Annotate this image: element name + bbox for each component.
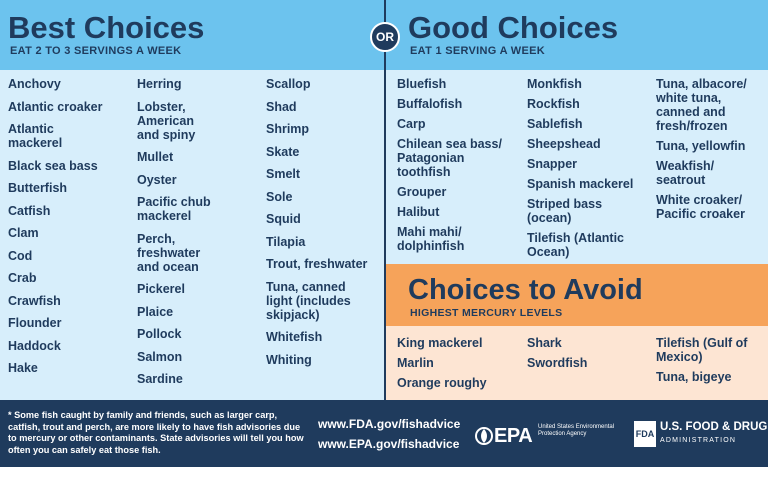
fish-item: Crawfish	[8, 293, 61, 308]
fish-item: Orange roughy	[397, 376, 487, 390]
choices-to-avoid-column-1	[397, 336, 523, 396]
fda-logo	[634, 418, 766, 454]
fish-item: Carp	[397, 117, 426, 131]
fish-item: Plaice	[137, 304, 174, 319]
fish-item: Tuna, yellowfin	[656, 139, 746, 153]
good-choices-header	[386, 0, 768, 70]
fish-item: Lobster, American and spiny	[137, 99, 196, 142]
fish-item: Bluefish	[397, 77, 447, 91]
fish-item: Haddock	[8, 338, 61, 353]
fish-item: Tuna, albacore/ white tuna, canned and fresh/frozen	[656, 77, 747, 133]
fish-item: Shad	[266, 99, 297, 114]
fish-item: Smelt	[266, 167, 301, 181]
fish-item: Tuna, canned light (includes skipjack)	[266, 279, 351, 322]
good-choices-column-1	[397, 77, 523, 259]
or-badge: OR	[370, 22, 400, 52]
fish-item: Atlantic mackerel	[8, 122, 63, 150]
fish-item: Scallop	[266, 77, 311, 91]
fish-item: Atlantic croaker	[8, 99, 103, 114]
fish-item: Tilapia	[266, 234, 306, 249]
fish-item: Crab	[8, 271, 37, 285]
fish-item: Sole	[266, 189, 293, 204]
fish-item: Shark	[527, 336, 562, 350]
fish-item: Pollock	[137, 327, 182, 341]
best-choices-list	[0, 70, 384, 400]
fish-item: Spanish mackerel	[527, 177, 634, 191]
footer	[0, 400, 768, 467]
fish-item: Sardine	[137, 372, 183, 386]
fish-item: Salmon	[137, 349, 183, 364]
fish-item: Mahi mahi/ dolphinfish	[397, 225, 465, 253]
fish-item: Herring	[137, 77, 182, 91]
fish-item: Sablefish	[527, 117, 583, 131]
fish-item: Perch, freshwater and ocean	[137, 231, 201, 274]
choices-to-avoid-column-2	[527, 336, 653, 376]
bottom-margin	[0, 467, 768, 492]
choices-to-avoid-subtitle: HIGHEST MERCURY LEVELS	[410, 307, 563, 319]
fish-item: Hake	[8, 361, 38, 375]
epa-agency-text: United States Environmental Protection Agency	[538, 424, 615, 437]
choices-to-avoid-title: Choices to Avoid	[408, 274, 643, 306]
good-choices-subtitle: EAT 1 SERVING A WEEK	[410, 45, 545, 57]
choices-to-avoid-list	[386, 326, 768, 400]
fda-url-link[interactable]: www.FDA.gov/fishadvice	[318, 417, 461, 431]
fish-item: Snapper	[527, 157, 578, 171]
epa-logo	[474, 422, 614, 452]
fish-item: Striped bass (ocean)	[527, 197, 603, 225]
fish-item: Clam	[8, 226, 39, 240]
fish-item: Weakfish/ seatrout	[656, 159, 715, 187]
fish-item: Mullet	[137, 150, 174, 164]
epa-logo-text: EPA	[494, 425, 533, 447]
fish-item: Cod	[8, 248, 33, 263]
fish-item: Black sea bass	[8, 158, 98, 173]
fish-item: Anchovy	[8, 77, 61, 91]
fish-item: Flounder	[8, 316, 62, 330]
good-choices-title: Good Choices	[408, 10, 619, 45]
fish-item: Buffalofish	[397, 97, 463, 111]
good-choices-column-2	[527, 77, 653, 265]
best-choices-column-1	[8, 77, 132, 384]
fish-item: Monkfish	[527, 77, 582, 91]
fda-logo-administration: ADMINISTRATION	[660, 437, 737, 444]
best-choices-column-2	[137, 77, 261, 395]
fish-item: Whitefish	[266, 330, 323, 344]
fish-item: Pacific chub mackerel	[137, 195, 211, 223]
best-choices-title: Best Choices	[8, 10, 205, 45]
fish-item: Squid	[266, 212, 301, 226]
fish-item: Tilefish (Atlantic Ocean)	[527, 231, 625, 259]
best-choices-header	[0, 0, 384, 70]
fish-item: Chilean sea bass/ Patagonian toothfish	[397, 137, 502, 179]
epa-flower-icon	[474, 426, 494, 446]
fish-item: King mackerel	[397, 336, 483, 350]
footnote: * Some fish caught by family and friends, such as larger carp, catfish, trout and perch, are more likely to have fish advisories due to mercury or other contaminants. State advisories will tell you how often you can safely eat those fish.	[8, 410, 304, 455]
best-choices-subtitle: EAT 2 TO 3 SERVINGS A WEEK	[10, 45, 182, 57]
fda-logo-name: U.S. FOOD & DRUG	[660, 421, 768, 433]
best-choices-column-3	[266, 77, 382, 375]
good-choices-list	[386, 70, 768, 264]
choices-to-avoid-header	[386, 264, 768, 326]
fish-item: Oyster	[137, 172, 177, 187]
epa-url-link[interactable]: www.EPA.gov/fishadvice	[318, 437, 460, 451]
fish-item: Catfish	[8, 203, 51, 218]
fish-item: Trout, freshwater	[266, 257, 368, 271]
fish-item: Sheepshead	[527, 137, 601, 151]
fish-item: Swordfish	[527, 356, 588, 370]
fish-item: Tuna, bigeye	[656, 370, 732, 384]
fish-item: Halibut	[397, 205, 440, 219]
choices-to-avoid-column-3	[656, 336, 766, 390]
fish-item: White croaker/ Pacific croaker	[656, 193, 745, 221]
good-choices-column-3	[656, 77, 766, 227]
fish-item: Whiting	[266, 352, 312, 367]
fda-logo-box: FDA	[634, 421, 656, 447]
fish-item: Butterfish	[8, 181, 68, 195]
fish-item: Skate	[266, 144, 300, 159]
fish-item: Shrimp	[266, 122, 310, 136]
fish-item: Marlin	[397, 356, 434, 370]
fish-item: Tilefish (Gulf of Mexico)	[656, 336, 748, 364]
fish-item: Rockfish	[527, 97, 580, 111]
fish-item: Pickerel	[137, 282, 185, 296]
fish-item: Grouper	[397, 185, 447, 199]
